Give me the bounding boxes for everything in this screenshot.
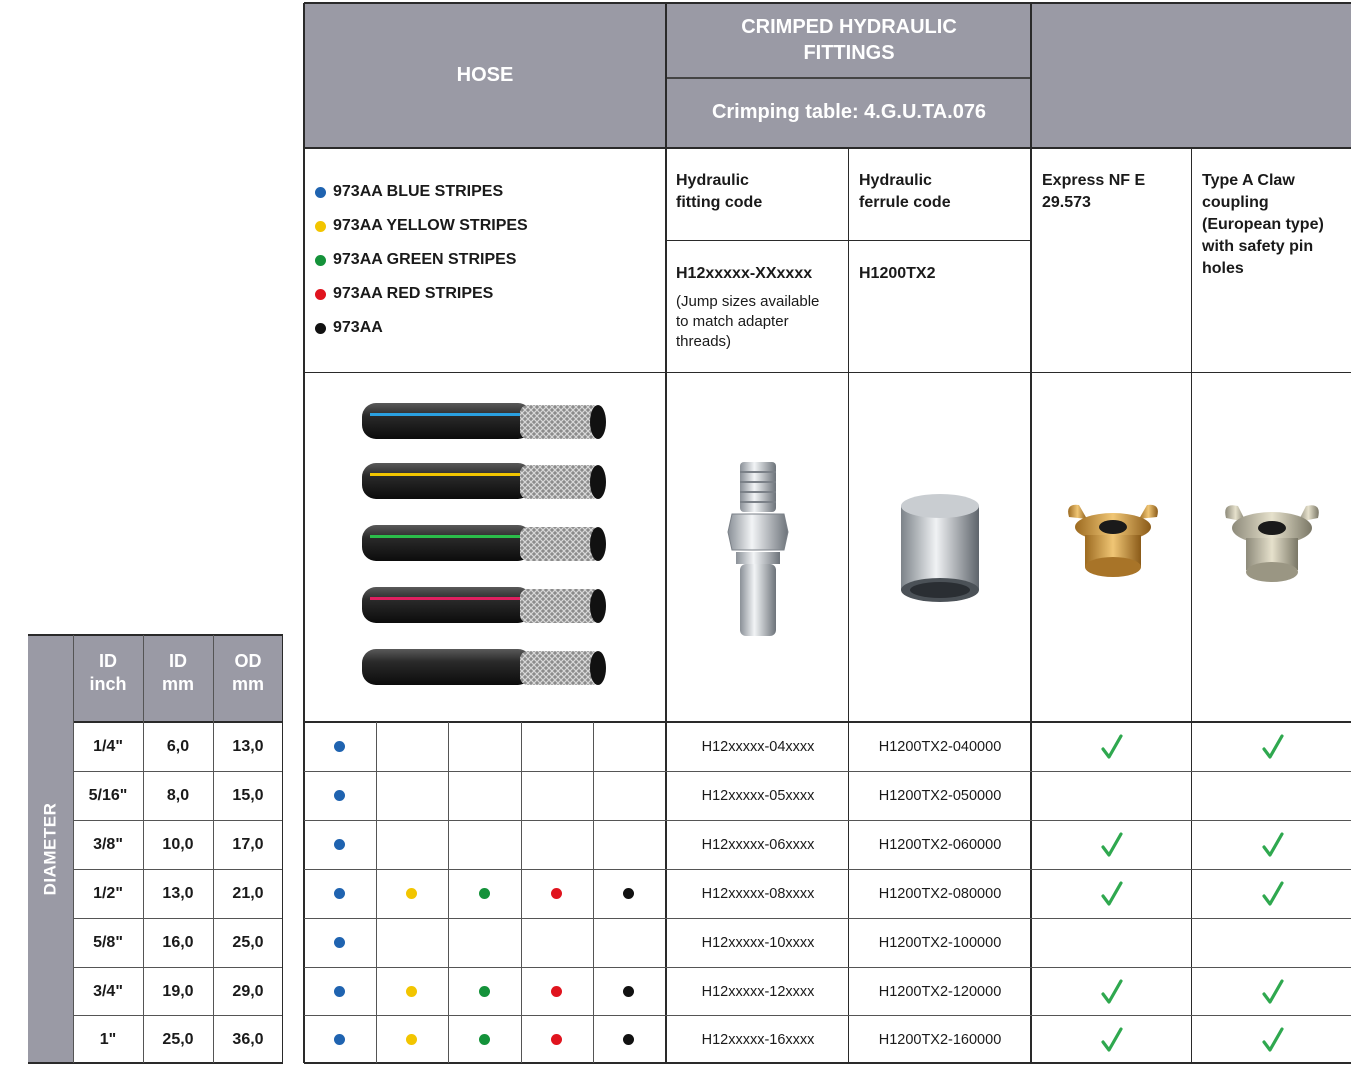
grid-line — [304, 918, 1351, 919]
checkmark-icon — [1261, 881, 1285, 907]
grid-line — [73, 918, 283, 919]
id-mm-cell: 25,0 — [162, 1030, 194, 1048]
od-mm-cell: 21,0 — [232, 884, 264, 902]
ferrule-code-cell: H1200TX2-120000 — [878, 983, 1002, 1000]
blue-dot-icon — [334, 986, 345, 997]
fitting-code-cell: H12xxxxx-16xxxx — [701, 1031, 815, 1048]
checkmark-icon — [1261, 1027, 1285, 1053]
hose-green — [362, 525, 606, 561]
od-mm-cell: 17,0 — [232, 835, 264, 853]
checkmark-icon — [1100, 1027, 1124, 1053]
fittings-header-divider — [667, 77, 1031, 79]
red-dot-icon — [551, 1034, 562, 1045]
hose-yellow — [362, 463, 606, 499]
crimping-table-label: Crimping table: 4.G.U.TA.076 — [711, 100, 987, 123]
grid-line — [73, 1015, 283, 1016]
green-dot-icon — [479, 986, 490, 997]
ferrule-code-cell: H1200TX2-060000 — [878, 836, 1002, 853]
grid-line — [213, 635, 214, 1063]
legend-label: 973AA RED STRIPES — [333, 285, 494, 302]
grid-line — [73, 635, 74, 1063]
id-mm-cell: 19,0 — [162, 982, 194, 1000]
grid-line — [593, 722, 594, 1063]
fitting-code-cell: H12xxxxx-12xxxx — [701, 983, 815, 1000]
legend-label: 973AA YELLOW STRIPES — [333, 217, 528, 234]
express-coupling-image — [1063, 495, 1163, 585]
od-mm-header: OD mm — [231, 651, 264, 694]
id-inch-cell: 3/4" — [93, 982, 123, 1000]
id-inch-cell: 1/4" — [93, 737, 123, 755]
id-inch-header: ID inch — [89, 651, 127, 694]
grid-line — [304, 967, 1351, 968]
yellow-dot-icon — [406, 888, 417, 899]
id-mm-header: ID mm — [161, 651, 194, 694]
hose-title: HOSE — [456, 63, 514, 86]
legend-item — [315, 277, 660, 311]
id-inch-cell: 1" — [99, 1030, 117, 1048]
grid-line — [304, 2, 1351, 4]
checkmark-icon — [1100, 832, 1124, 858]
id-mm-cell: 10,0 — [162, 835, 194, 853]
grid-line — [282, 635, 283, 1063]
green-dot-icon — [479, 1034, 490, 1045]
blue-dot-icon — [334, 839, 345, 850]
od-mm-cell: 25,0 — [232, 933, 264, 951]
fitting-code-header: Hydraulic fitting code — [676, 172, 763, 211]
fitting-code-cell: H12xxxxx-06xxxx — [701, 836, 815, 853]
grid-line — [73, 820, 283, 821]
ferrule-code-cell: H1200TX2-100000 — [878, 934, 1002, 951]
blue-dot-icon — [315, 187, 326, 198]
grid-line — [521, 722, 522, 1063]
grid-line — [28, 1062, 283, 1064]
ferrule-code-cell: H1200TX2-040000 — [878, 738, 1002, 755]
grid-line — [73, 869, 283, 870]
grid-line — [73, 967, 283, 968]
blue-dot-icon — [334, 937, 345, 948]
grid-line — [304, 820, 1351, 821]
grid-line — [304, 147, 1351, 149]
fitting-code-cell: H12xxxxx-10xxxx — [701, 934, 815, 951]
grid-line — [73, 771, 283, 772]
yellow-dot-icon — [406, 986, 417, 997]
od-mm-cell: 29,0 — [232, 982, 264, 1000]
id-inch-cell: 1/2" — [93, 884, 123, 902]
legend-item — [315, 311, 660, 345]
id-inch-cell: 3/8" — [93, 835, 123, 853]
grid-line — [376, 722, 377, 1063]
black-dot-icon — [623, 986, 634, 997]
grid-line — [1191, 148, 1192, 1063]
grid-line — [28, 634, 283, 636]
ferrule-code-value: H1200TX2 — [859, 265, 936, 282]
grid-line — [304, 721, 1351, 723]
grid-line — [143, 635, 144, 1063]
blue-dot-icon — [334, 741, 345, 752]
green-dot-icon — [479, 888, 490, 899]
checkmark-icon — [1261, 734, 1285, 760]
blue-dot-icon — [334, 790, 345, 801]
fitting-code-cell: H12xxxxx-04xxxx — [701, 738, 815, 755]
fittings-title: CRIMPED HYDRAULIC FITTINGS — [741, 16, 957, 64]
grid-line — [848, 148, 849, 1063]
red-dot-icon — [315, 289, 326, 300]
fitting-code-cell: H12xxxxx-05xxxx — [701, 787, 815, 804]
checkmark-icon — [1100, 881, 1124, 907]
legend-label: 973AA — [333, 319, 383, 336]
legend-item — [315, 175, 660, 209]
blue-dot-icon — [334, 1034, 345, 1045]
claw-coupling-image — [1222, 496, 1322, 588]
hydraulic-fitting-image — [718, 458, 798, 638]
legend-item — [315, 209, 660, 243]
red-dot-icon — [551, 986, 562, 997]
checkmark-icon — [1261, 832, 1285, 858]
hose-red — [362, 587, 606, 623]
grid-line — [304, 771, 1351, 772]
black-dot-icon — [623, 888, 634, 899]
grid-line — [304, 869, 1351, 870]
legend-item — [315, 243, 660, 277]
ferrule-image — [895, 492, 985, 602]
hose-samples-image — [360, 395, 620, 705]
grid-line — [73, 721, 283, 723]
id-mm-cell: 6,0 — [166, 737, 190, 755]
green-dot-icon — [315, 255, 326, 266]
black-dot-icon — [623, 1034, 634, 1045]
grid-line — [1030, 3, 1032, 1063]
fitting-code-cell: H12xxxxx-08xxxx — [701, 885, 815, 902]
id-mm-cell: 13,0 — [162, 884, 194, 902]
express-header: Express NF E 29.573 — [1042, 172, 1146, 211]
yellow-dot-icon — [315, 221, 326, 232]
id-mm-cell: 8,0 — [166, 786, 190, 804]
od-mm-cell: 13,0 — [232, 737, 264, 755]
grid-line — [304, 1015, 1351, 1016]
grid-line — [448, 722, 449, 1063]
fitting-code-value: H12xxxxx-XXxxxx — [676, 265, 813, 282]
ferrule-code-cell: H1200TX2-080000 — [878, 885, 1002, 902]
hose-black — [362, 649, 606, 685]
checkmark-icon — [1261, 979, 1285, 1005]
id-inch-cell: 5/8" — [93, 933, 123, 951]
ferrule-code-cell: H1200TX2-160000 — [878, 1031, 1002, 1048]
checkmark-icon — [1100, 979, 1124, 1005]
claw-header: Type A Claw coupling (European type) with safety pin holes — [1202, 172, 1324, 277]
id-inch-cell: 5/16" — [88, 786, 128, 804]
ferrule-code-cell: H1200TX2-050000 — [878, 787, 1002, 804]
diameter-label: DIAMETER — [40, 802, 60, 896]
grid-line — [667, 240, 1031, 241]
red-dot-icon — [551, 888, 562, 899]
grid-line — [304, 372, 1351, 373]
ferrule-code-header: Hydraulic ferrule code — [859, 172, 951, 211]
hose-legend — [315, 175, 660, 345]
yellow-dot-icon — [406, 1034, 417, 1045]
fitting-code-note: (Jump sizes available to match adapter threads) — [676, 293, 820, 350]
hose-blue — [362, 403, 606, 439]
checkmark-icon — [1100, 734, 1124, 760]
grid-line — [304, 1062, 1351, 1064]
grid-line — [303, 3, 305, 1063]
legend-label: 973AA GREEN STRIPES — [333, 251, 517, 268]
blue-dot-icon — [334, 888, 345, 899]
id-mm-cell: 16,0 — [162, 933, 194, 951]
legend-label: 973AA BLUE STRIPES — [333, 183, 504, 200]
od-mm-cell: 36,0 — [232, 1030, 264, 1048]
accessories-header — [1032, 3, 1351, 148]
grid-line — [665, 3, 667, 1063]
black-dot-icon — [315, 323, 326, 334]
od-mm-cell: 15,0 — [232, 786, 264, 804]
